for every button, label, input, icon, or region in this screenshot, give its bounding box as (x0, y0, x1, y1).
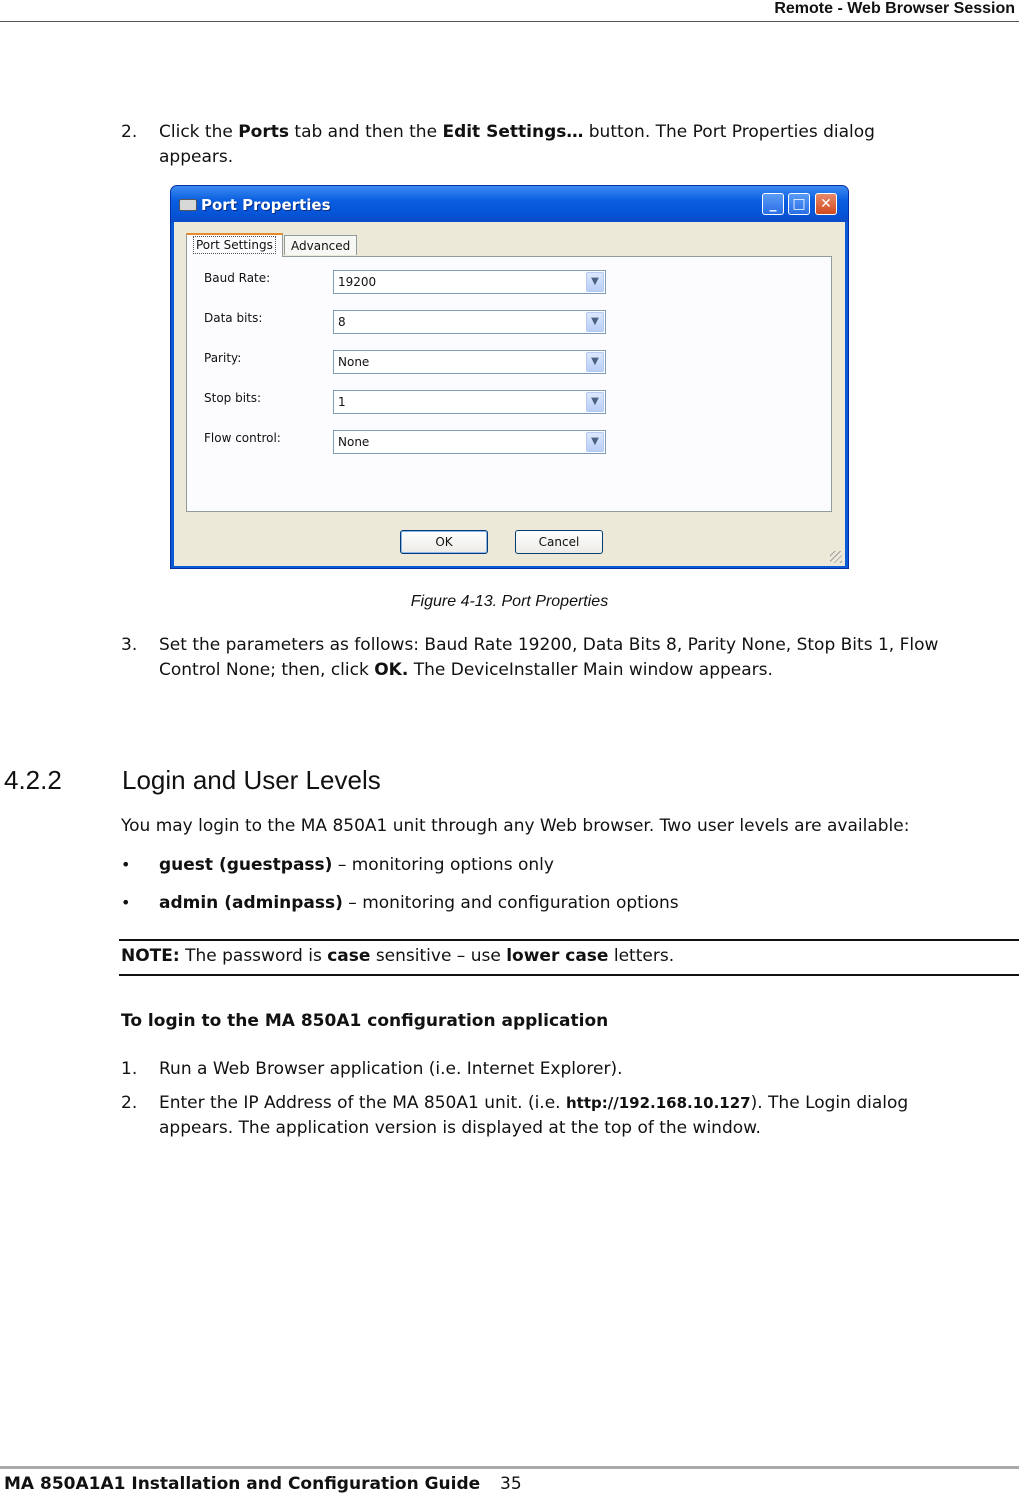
ok-label: OK. (374, 660, 409, 680)
flow-control-label: Flow control: (204, 431, 281, 445)
flow-control-value: None (338, 435, 370, 449)
dialog-titlebar (171, 186, 848, 222)
admin-label: admin (adminpass) (159, 893, 343, 913)
port-icon (179, 199, 197, 211)
guest-label: guest (guestpass) (159, 855, 333, 875)
figure-caption: Figure 4-13. Port Properties (410, 593, 609, 610)
close-button[interactable] (815, 193, 837, 215)
edit-settings-label: Edit Settings… (442, 122, 584, 142)
step-2-pre: Click the (159, 122, 239, 142)
login-step-2 (121, 1091, 1016, 1143)
data-bits-label: Data bits: (204, 311, 263, 325)
bullet-guest-text (159, 855, 554, 875)
parity-label: Parity: (204, 351, 242, 365)
step-2 (121, 120, 1001, 172)
footer-title: MA 850A1A1 Installation and Configuration Guide (4, 1474, 481, 1494)
step-3-line1: Set the parameters as follows: Baud Rate 19200, Data Bits 8, Parity None, Stop Bits 1, Flow (159, 635, 939, 655)
bullet-admin-text (159, 893, 679, 913)
step-3-line2-post: The DeviceInstaller Main window appears. (408, 660, 773, 680)
port-settings-panel (186, 256, 832, 512)
resize-grip-icon[interactable] (830, 551, 842, 563)
maximize-button[interactable] (788, 193, 810, 215)
note-lower-case: lower case (506, 946, 609, 966)
login-step-1-text: Run a Web Browser application (i.e. Internet Explorer). (159, 1059, 623, 1079)
step-2-line2: appears. (159, 147, 234, 167)
dialog-title: Port Properties (201, 196, 331, 214)
note (121, 946, 674, 966)
login-step-2-pre: Enter the IP Address of the MA 850A1 unit. (i.e. (159, 1093, 566, 1113)
minimize-button[interactable] (762, 193, 784, 215)
parity-value: None (338, 355, 370, 369)
bullet-icon: • (121, 893, 131, 912)
chevron-down-icon[interactable]: ▼ (586, 352, 604, 372)
stop-bits-select[interactable] (333, 390, 606, 414)
note-top-rule (119, 939, 1019, 941)
step-2-text (159, 120, 1001, 170)
procedure-title: To login to the MA 850A1 configuration application (121, 1011, 609, 1031)
header-rule (0, 21, 1019, 22)
stop-bits-value: 1 (338, 395, 346, 409)
step-3 (121, 633, 1016, 685)
login-step-1-number: 1. (121, 1059, 138, 1079)
data-bits-select[interactable] (333, 310, 606, 334)
data-bits-value: 8 (338, 315, 346, 329)
step-2-post: button. The Port Properties dialog (583, 122, 875, 142)
chevron-down-icon[interactable]: ▼ (586, 272, 604, 292)
baud-rate-label: Baud Rate: (204, 271, 271, 285)
baud-rate-value: 19200 (338, 275, 377, 289)
flow-control-select[interactable] (333, 430, 606, 454)
step-3-line2-pre: Control None; then, click (159, 660, 375, 680)
tab-port-settings[interactable] (186, 233, 283, 257)
note-bottom-rule (119, 974, 1019, 976)
maximize-icon: □ (792, 196, 806, 212)
chevron-down-icon[interactable]: ▼ (586, 392, 604, 412)
note-post: letters. (608, 946, 675, 966)
tab-advanced[interactable] (284, 235, 357, 255)
login-step-1 (121, 1057, 1001, 1082)
bullet-guest (121, 855, 554, 875)
login-step-2-post: ). The Login dialog (750, 1093, 909, 1113)
ports-label: Ports (238, 122, 289, 142)
section-title: Login and User Levels (122, 765, 381, 795)
login-step-2-number: 2. (121, 1093, 138, 1113)
tab-advanced-label: Advanced (291, 239, 351, 253)
step-2-number: 2. (121, 122, 138, 142)
note-mid: sensitive – use (370, 946, 507, 966)
login-step-2-text (159, 1091, 1016, 1141)
section-number: 4.2.2 (4, 765, 62, 795)
ok-button[interactable]: OK (400, 530, 488, 554)
login-step-2-line2: appears. The application version is displayed at the top of the window. (159, 1118, 761, 1138)
port-properties-dialog (170, 185, 849, 569)
footer-rule (0, 1466, 1019, 1469)
chevron-down-icon[interactable]: ▼ (586, 432, 604, 452)
parity-select[interactable] (333, 350, 606, 374)
guest-desc: – monitoring options only (332, 855, 554, 875)
bullet-icon: • (121, 855, 131, 874)
running-header: Remote - Web Browser Session (774, 0, 1015, 17)
bullet-admin (121, 893, 679, 913)
cancel-button[interactable]: Cancel (515, 530, 603, 554)
page-number: 35 (500, 1474, 522, 1494)
note-case: case (327, 946, 371, 966)
ip-address: http://192.168.10.127 (565, 1094, 751, 1112)
close-icon: ✕ (820, 196, 832, 212)
chevron-down-icon[interactable]: ▼ (586, 312, 604, 332)
baud-rate-select[interactable] (333, 270, 606, 294)
dialog-body (174, 222, 845, 566)
minimize-icon: _ (769, 196, 777, 212)
step-3-text (159, 633, 1016, 683)
tab-port-settings-label: Port Settings (193, 236, 276, 254)
stop-bits-label: Stop bits: (204, 391, 262, 405)
note-pre: The password is (179, 946, 328, 966)
admin-desc: – monitoring and configuration options (342, 893, 679, 913)
step-3-number: 3. (121, 635, 138, 655)
note-label: NOTE: (121, 946, 180, 966)
step-2-mid: tab and then the (289, 122, 443, 142)
intro-paragraph: You may login to the MA 850A1 unit through any Web browser. Two user levels are available: (121, 816, 910, 836)
